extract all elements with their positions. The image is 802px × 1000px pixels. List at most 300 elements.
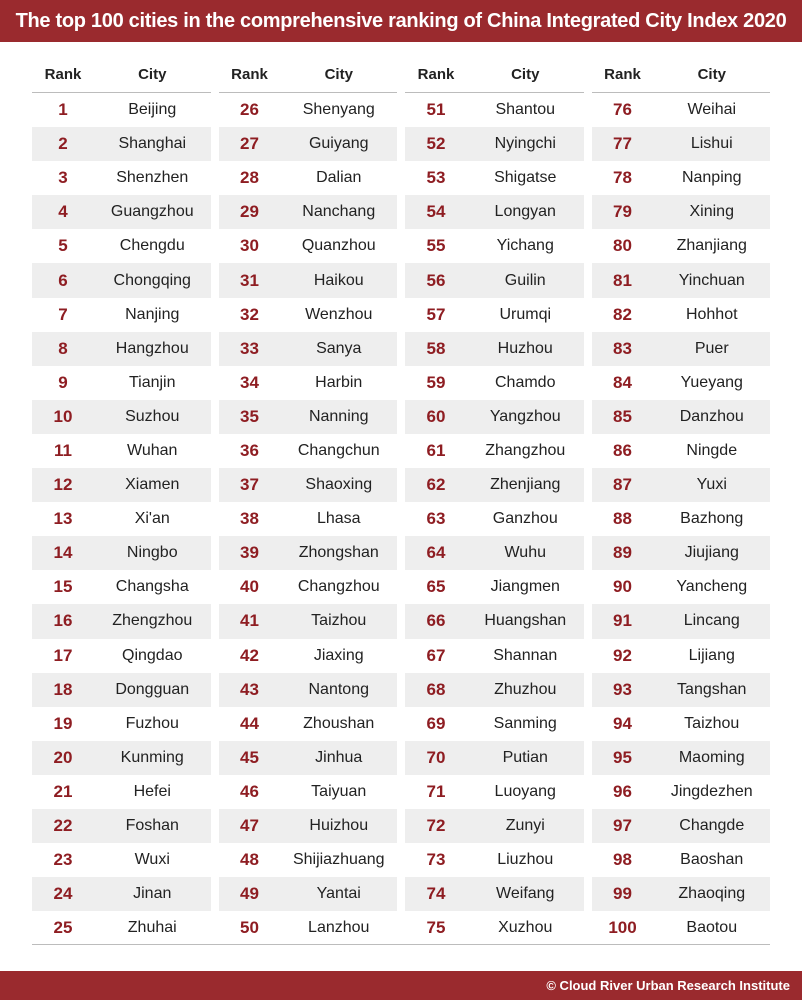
city-cell: Guilin bbox=[504, 271, 546, 289]
rank-header: Rank bbox=[604, 65, 641, 83]
rank-cell: 41 bbox=[240, 611, 259, 631]
table-row bbox=[592, 673, 771, 707]
rank-cell: 77 bbox=[613, 134, 632, 154]
rank-cell: 49 bbox=[240, 884, 259, 904]
table-row bbox=[405, 263, 584, 297]
city-cell: Hefei bbox=[133, 782, 171, 800]
table-row bbox=[219, 400, 398, 434]
city-cell: Jingdezhen bbox=[670, 782, 753, 800]
table-row bbox=[219, 639, 398, 673]
city-cell: Lanzhou bbox=[308, 919, 370, 937]
rank-cell: 80 bbox=[613, 236, 632, 256]
city-cell: Zhanjiang bbox=[676, 237, 747, 255]
rank-cell: 52 bbox=[426, 134, 446, 154]
city-cell: Tianjin bbox=[128, 373, 176, 391]
city-cell: Yantai bbox=[316, 885, 361, 903]
table-row bbox=[219, 809, 398, 843]
table-row bbox=[592, 468, 771, 502]
rank-cell: 74 bbox=[426, 884, 446, 904]
rank-cell: 5 bbox=[58, 236, 68, 256]
rank-cell: 86 bbox=[613, 440, 632, 460]
table-row bbox=[592, 843, 771, 877]
table-row bbox=[592, 366, 771, 400]
rank-cell: 11 bbox=[54, 440, 72, 460]
city-cell: Longyan bbox=[494, 203, 556, 221]
table-row bbox=[405, 570, 584, 604]
table-row bbox=[405, 298, 584, 332]
rank-cell: 8 bbox=[58, 338, 68, 358]
table-bottom-rule bbox=[32, 944, 770, 945]
city-cell: Shenzhen bbox=[116, 169, 189, 187]
city-cell: Shanghai bbox=[118, 135, 187, 153]
rank-header: Rank bbox=[44, 65, 82, 83]
city-cell: Shannan bbox=[493, 646, 558, 664]
city-cell: Yangzhou bbox=[489, 407, 561, 425]
rank-cell: 33 bbox=[240, 338, 259, 358]
rank-cell: 97 bbox=[613, 816, 632, 836]
rank-cell: 32 bbox=[240, 304, 259, 324]
rank-cell: 55 bbox=[426, 236, 446, 256]
city-cell: Baotou bbox=[686, 919, 738, 937]
rank-cell: 36 bbox=[240, 440, 259, 460]
city-cell: Shenyang bbox=[302, 101, 375, 119]
rank-cell: 15 bbox=[53, 577, 73, 597]
table-row bbox=[32, 195, 211, 229]
city-cell: Zhoushan bbox=[303, 714, 375, 732]
rank-cell: 6 bbox=[58, 270, 68, 290]
table-row bbox=[219, 775, 398, 809]
rank-cell: 73 bbox=[426, 850, 446, 870]
table-row bbox=[32, 127, 211, 161]
city-cell: Huangshan bbox=[484, 612, 567, 630]
city-cell: Kunming bbox=[120, 748, 184, 766]
city-cell: Jiujiang bbox=[684, 544, 739, 562]
rank-cell: 13 bbox=[53, 509, 73, 529]
table-row bbox=[592, 877, 771, 911]
table-row bbox=[592, 93, 771, 127]
table-row bbox=[405, 741, 584, 775]
city-cell: Wenzhou bbox=[305, 305, 373, 323]
table-row bbox=[592, 434, 771, 468]
rank-cell: 59 bbox=[426, 372, 446, 392]
rank-cell: 16 bbox=[53, 611, 73, 631]
table-row bbox=[219, 161, 398, 195]
table-row bbox=[219, 468, 398, 502]
city-cell: Suzhou bbox=[125, 407, 180, 425]
city-cell: Zhuhai bbox=[127, 919, 177, 937]
table-row bbox=[32, 707, 211, 741]
rank-cell: 20 bbox=[53, 747, 73, 767]
city-cell: Urumqi bbox=[499, 305, 552, 323]
column-header-row bbox=[592, 56, 771, 93]
city-cell: Changsha bbox=[115, 578, 189, 596]
rank-cell: 72 bbox=[426, 816, 446, 836]
rank-cell: 58 bbox=[426, 338, 446, 358]
table-row bbox=[219, 707, 398, 741]
table-row bbox=[405, 877, 584, 911]
city-cell: Harbin bbox=[315, 373, 363, 391]
table-row bbox=[219, 127, 398, 161]
city-cell: Wuhu bbox=[504, 544, 546, 562]
ranking-column bbox=[405, 56, 584, 945]
table-row bbox=[405, 195, 584, 229]
rank-cell: 68 bbox=[426, 679, 446, 699]
table-row bbox=[32, 366, 211, 400]
table-row bbox=[592, 570, 771, 604]
rank-cell: 35 bbox=[240, 406, 259, 426]
table-row bbox=[592, 911, 771, 945]
rank-cell: 43 bbox=[240, 679, 259, 699]
table-row bbox=[219, 229, 398, 263]
table-row bbox=[32, 843, 211, 877]
table-row bbox=[32, 434, 211, 468]
table-row bbox=[32, 639, 211, 673]
column-header-row bbox=[32, 56, 211, 93]
city-cell: Taiyuan bbox=[311, 782, 367, 800]
table-row bbox=[405, 639, 584, 673]
table-row bbox=[405, 911, 584, 945]
city-cell: Yueyang bbox=[680, 373, 743, 391]
table-row bbox=[32, 536, 211, 570]
city-cell: Puer bbox=[694, 339, 729, 357]
city-cell: Nanchang bbox=[302, 203, 376, 221]
city-cell: Shantou bbox=[495, 101, 556, 119]
city-cell: Lijiang bbox=[688, 646, 735, 664]
column-header-row bbox=[405, 56, 584, 93]
city-cell: Chamdo bbox=[495, 373, 556, 391]
table-row bbox=[32, 741, 211, 775]
table-row bbox=[219, 741, 398, 775]
ranking-table bbox=[32, 56, 770, 945]
city-cell: Lishui bbox=[690, 135, 733, 153]
table-row bbox=[405, 366, 584, 400]
city-cell: Weifang bbox=[496, 885, 555, 903]
table-row bbox=[405, 775, 584, 809]
rank-cell: 12 bbox=[53, 475, 73, 495]
table-row bbox=[592, 707, 771, 741]
table-row bbox=[219, 366, 398, 400]
table-row bbox=[32, 468, 211, 502]
city-cell: Weihai bbox=[687, 101, 737, 119]
city-cell: Wuhan bbox=[127, 441, 178, 459]
rank-cell: 70 bbox=[426, 747, 446, 767]
city-cell: Ningbo bbox=[126, 544, 178, 562]
rank-cell: 4 bbox=[58, 202, 68, 222]
rank-cell: 91 bbox=[613, 611, 632, 631]
city-cell: Jiaxing bbox=[313, 646, 364, 664]
city-cell: Nantong bbox=[308, 680, 369, 698]
table-row bbox=[405, 604, 584, 638]
table-row bbox=[32, 93, 211, 127]
city-cell: Zunyi bbox=[505, 817, 545, 835]
rank-cell: 57 bbox=[426, 304, 446, 324]
table-row bbox=[405, 161, 584, 195]
city-cell: Foshan bbox=[125, 817, 179, 835]
rank-cell: 42 bbox=[240, 645, 259, 665]
city-cell: Taizhou bbox=[684, 714, 740, 732]
table-row bbox=[405, 93, 584, 127]
city-header: City bbox=[138, 65, 167, 83]
table-row bbox=[219, 843, 398, 877]
table-row bbox=[219, 332, 398, 366]
rank-cell: 50 bbox=[240, 918, 259, 938]
table-row bbox=[405, 332, 584, 366]
table-row bbox=[219, 263, 398, 297]
city-cell: Zhuzhou bbox=[494, 680, 557, 698]
city-cell: Yancheng bbox=[676, 578, 748, 596]
rank-cell: 93 bbox=[613, 679, 632, 699]
rank-cell: 31 bbox=[240, 270, 259, 290]
rank-cell: 23 bbox=[53, 850, 73, 870]
rank-cell: 82 bbox=[613, 304, 632, 324]
table-row bbox=[32, 604, 211, 638]
table-row bbox=[592, 195, 771, 229]
city-cell: Nyingchi bbox=[494, 135, 556, 153]
table-row bbox=[32, 298, 211, 332]
rank-cell: 14 bbox=[53, 543, 73, 563]
city-cell: Beijing bbox=[128, 101, 177, 119]
table-row bbox=[219, 195, 398, 229]
city-cell: Zhenjiang bbox=[490, 476, 561, 494]
city-cell: Jinan bbox=[133, 885, 172, 903]
rank-cell: 25 bbox=[53, 918, 73, 938]
rank-cell: 29 bbox=[240, 202, 259, 222]
city-cell: Shaoxing bbox=[305, 476, 373, 494]
city-cell: Taizhou bbox=[311, 612, 367, 630]
rank-cell: 81 bbox=[613, 270, 632, 290]
city-cell: Hangzhou bbox=[115, 339, 189, 357]
rank-cell: 10 bbox=[53, 406, 73, 426]
rank-cell: 96 bbox=[613, 781, 632, 801]
city-cell: Jinhua bbox=[315, 748, 363, 766]
city-cell: Chongqing bbox=[113, 271, 191, 289]
rank-cell: 26 bbox=[240, 100, 259, 120]
city-cell: Luoyang bbox=[494, 782, 556, 800]
table-row bbox=[219, 604, 398, 638]
city-cell: Shijiazhuang bbox=[292, 851, 385, 869]
table-row bbox=[405, 468, 584, 502]
city-header: City bbox=[697, 65, 726, 83]
city-cell: Yuxi bbox=[696, 476, 727, 494]
rank-cell: 60 bbox=[426, 406, 446, 426]
rank-cell: 48 bbox=[240, 850, 259, 870]
rank-cell: 67 bbox=[426, 645, 446, 665]
rank-cell: 90 bbox=[613, 577, 632, 597]
table-row bbox=[592, 263, 771, 297]
city-cell: Xiamen bbox=[125, 476, 180, 494]
table-row bbox=[219, 298, 398, 332]
city-cell: Zhengzhou bbox=[112, 612, 193, 630]
rank-cell: 99 bbox=[613, 884, 632, 904]
table-row bbox=[32, 570, 211, 604]
city-cell: Hohhot bbox=[685, 305, 738, 323]
rank-cell: 19 bbox=[53, 713, 73, 733]
rank-cell: 51 bbox=[426, 100, 446, 120]
table-row bbox=[592, 536, 771, 570]
table-row bbox=[592, 639, 771, 673]
city-cell: Baoshan bbox=[680, 851, 744, 869]
table-row bbox=[32, 911, 211, 945]
table-row bbox=[219, 502, 398, 536]
rank-cell: 3 bbox=[58, 168, 68, 188]
rank-cell: 76 bbox=[613, 100, 632, 120]
city-cell: Liuzhou bbox=[497, 851, 554, 869]
city-header: City bbox=[511, 65, 540, 83]
table-row bbox=[592, 775, 771, 809]
rank-cell: 9 bbox=[58, 372, 68, 392]
table-row bbox=[32, 400, 211, 434]
city-cell: Yinchuan bbox=[678, 271, 745, 289]
rank-cell: 62 bbox=[426, 475, 446, 495]
table-row bbox=[405, 434, 584, 468]
city-cell: Zhongshan bbox=[298, 544, 379, 562]
rank-cell: 94 bbox=[613, 713, 632, 733]
table-row bbox=[405, 229, 584, 263]
city-cell: Xining bbox=[689, 203, 734, 221]
rank-cell: 100 bbox=[608, 918, 637, 938]
table-row bbox=[592, 229, 771, 263]
table-row bbox=[32, 502, 211, 536]
rank-cell: 79 bbox=[613, 202, 632, 222]
table-row bbox=[592, 400, 771, 434]
city-cell: Putian bbox=[502, 748, 548, 766]
rank-cell: 65 bbox=[426, 577, 446, 597]
table-row bbox=[592, 502, 771, 536]
city-cell: Lincang bbox=[683, 612, 740, 630]
rank-cell: 40 bbox=[240, 577, 259, 597]
rank-cell: 18 bbox=[53, 679, 73, 699]
rank-cell: 2 bbox=[58, 134, 68, 154]
rank-cell: 37 bbox=[240, 475, 259, 495]
rank-cell: 17 bbox=[53, 645, 73, 665]
city-cell: Shigatse bbox=[494, 169, 557, 187]
table-row bbox=[32, 229, 211, 263]
city-cell: Fuzhou bbox=[125, 714, 179, 732]
table-row bbox=[405, 673, 584, 707]
city-cell: Sanming bbox=[493, 714, 557, 732]
table-row bbox=[405, 502, 584, 536]
city-cell: Maoming bbox=[678, 748, 745, 766]
city-cell: Bazhong bbox=[680, 510, 744, 528]
table-row bbox=[592, 298, 771, 332]
table-row bbox=[32, 809, 211, 843]
table-row bbox=[219, 536, 398, 570]
city-cell: Quanzhou bbox=[301, 237, 376, 255]
table-row bbox=[405, 536, 584, 570]
table-row bbox=[219, 673, 398, 707]
rank-cell: 66 bbox=[426, 611, 446, 631]
city-cell: Guangzhou bbox=[110, 203, 194, 221]
rank-cell: 75 bbox=[426, 918, 446, 938]
rank-cell: 56 bbox=[426, 270, 446, 290]
city-cell: Nanning bbox=[308, 407, 369, 425]
city-cell: Wuxi bbox=[134, 851, 170, 869]
city-cell: Lhasa bbox=[316, 510, 361, 528]
city-cell: Haikou bbox=[313, 271, 364, 289]
rank-cell: 71 bbox=[426, 781, 446, 801]
city-cell: Changde bbox=[679, 817, 745, 835]
table-row bbox=[405, 127, 584, 161]
rank-cell: 61 bbox=[426, 440, 446, 460]
city-cell: Tangshan bbox=[677, 680, 747, 698]
table-row bbox=[405, 707, 584, 741]
city-cell: Nanjing bbox=[125, 305, 180, 323]
table-row bbox=[219, 911, 398, 945]
city-cell: Changzhou bbox=[297, 578, 380, 596]
table-row bbox=[405, 809, 584, 843]
rank-cell: 30 bbox=[240, 236, 259, 256]
table-row bbox=[32, 673, 211, 707]
table-row bbox=[592, 741, 771, 775]
table-row bbox=[32, 332, 211, 366]
table-row bbox=[32, 775, 211, 809]
city-cell: Jiangmen bbox=[490, 578, 560, 596]
rank-cell: 47 bbox=[240, 816, 259, 836]
table-row bbox=[405, 843, 584, 877]
city-cell: Guiyang bbox=[308, 135, 369, 153]
city-cell: Ningde bbox=[686, 441, 738, 459]
table-row bbox=[405, 400, 584, 434]
rank-cell: 39 bbox=[240, 543, 259, 563]
rank-cell: 78 bbox=[613, 168, 632, 188]
rank-cell: 83 bbox=[613, 338, 632, 358]
table-row bbox=[592, 161, 771, 195]
table-row bbox=[219, 93, 398, 127]
column-header-row bbox=[219, 56, 398, 93]
table-row bbox=[592, 332, 771, 366]
city-cell: Dalian bbox=[316, 169, 362, 187]
city-cell: Xuzhou bbox=[498, 919, 553, 937]
rank-cell: 45 bbox=[240, 747, 259, 767]
rank-cell: 21 bbox=[53, 781, 73, 801]
table-row bbox=[592, 604, 771, 638]
rank-cell: 24 bbox=[53, 884, 73, 904]
rank-cell: 85 bbox=[613, 406, 632, 426]
rank-cell: 88 bbox=[613, 509, 632, 529]
table-row bbox=[592, 127, 771, 161]
rank-cell: 64 bbox=[426, 543, 446, 563]
city-cell: Yichang bbox=[496, 237, 554, 255]
rank-header: Rank bbox=[417, 65, 455, 83]
rank-cell: 7 bbox=[58, 304, 68, 324]
table-row bbox=[592, 809, 771, 843]
city-cell: Ganzhou bbox=[492, 510, 558, 528]
rank-cell: 87 bbox=[613, 475, 632, 495]
rank-cell: 44 bbox=[240, 713, 259, 733]
ranking-column bbox=[32, 56, 211, 945]
rank-cell: 54 bbox=[426, 202, 446, 222]
city-cell: Changchun bbox=[297, 441, 380, 459]
city-cell: Huizhou bbox=[309, 817, 369, 835]
table-row bbox=[219, 570, 398, 604]
page-title: The top 100 cities in the comprehensive ranking of China Integrated City Index 2020 bbox=[0, 0, 802, 42]
rank-header: Rank bbox=[231, 65, 268, 83]
city-cell: Xi'an bbox=[134, 510, 170, 528]
rank-cell: 89 bbox=[613, 543, 632, 563]
city-cell: Dongguan bbox=[115, 680, 190, 698]
rank-cell: 69 bbox=[426, 713, 446, 733]
rank-cell: 28 bbox=[240, 168, 259, 188]
rank-cell: 92 bbox=[613, 645, 632, 665]
rank-cell: 1 bbox=[58, 100, 68, 120]
rank-cell: 34 bbox=[240, 372, 259, 392]
rank-cell: 84 bbox=[613, 372, 632, 392]
city-cell: Chengdu bbox=[119, 237, 185, 255]
rank-cell: 38 bbox=[240, 509, 259, 529]
city-cell: Qingdao bbox=[122, 646, 183, 664]
table-row bbox=[219, 434, 398, 468]
city-header: City bbox=[324, 65, 353, 83]
